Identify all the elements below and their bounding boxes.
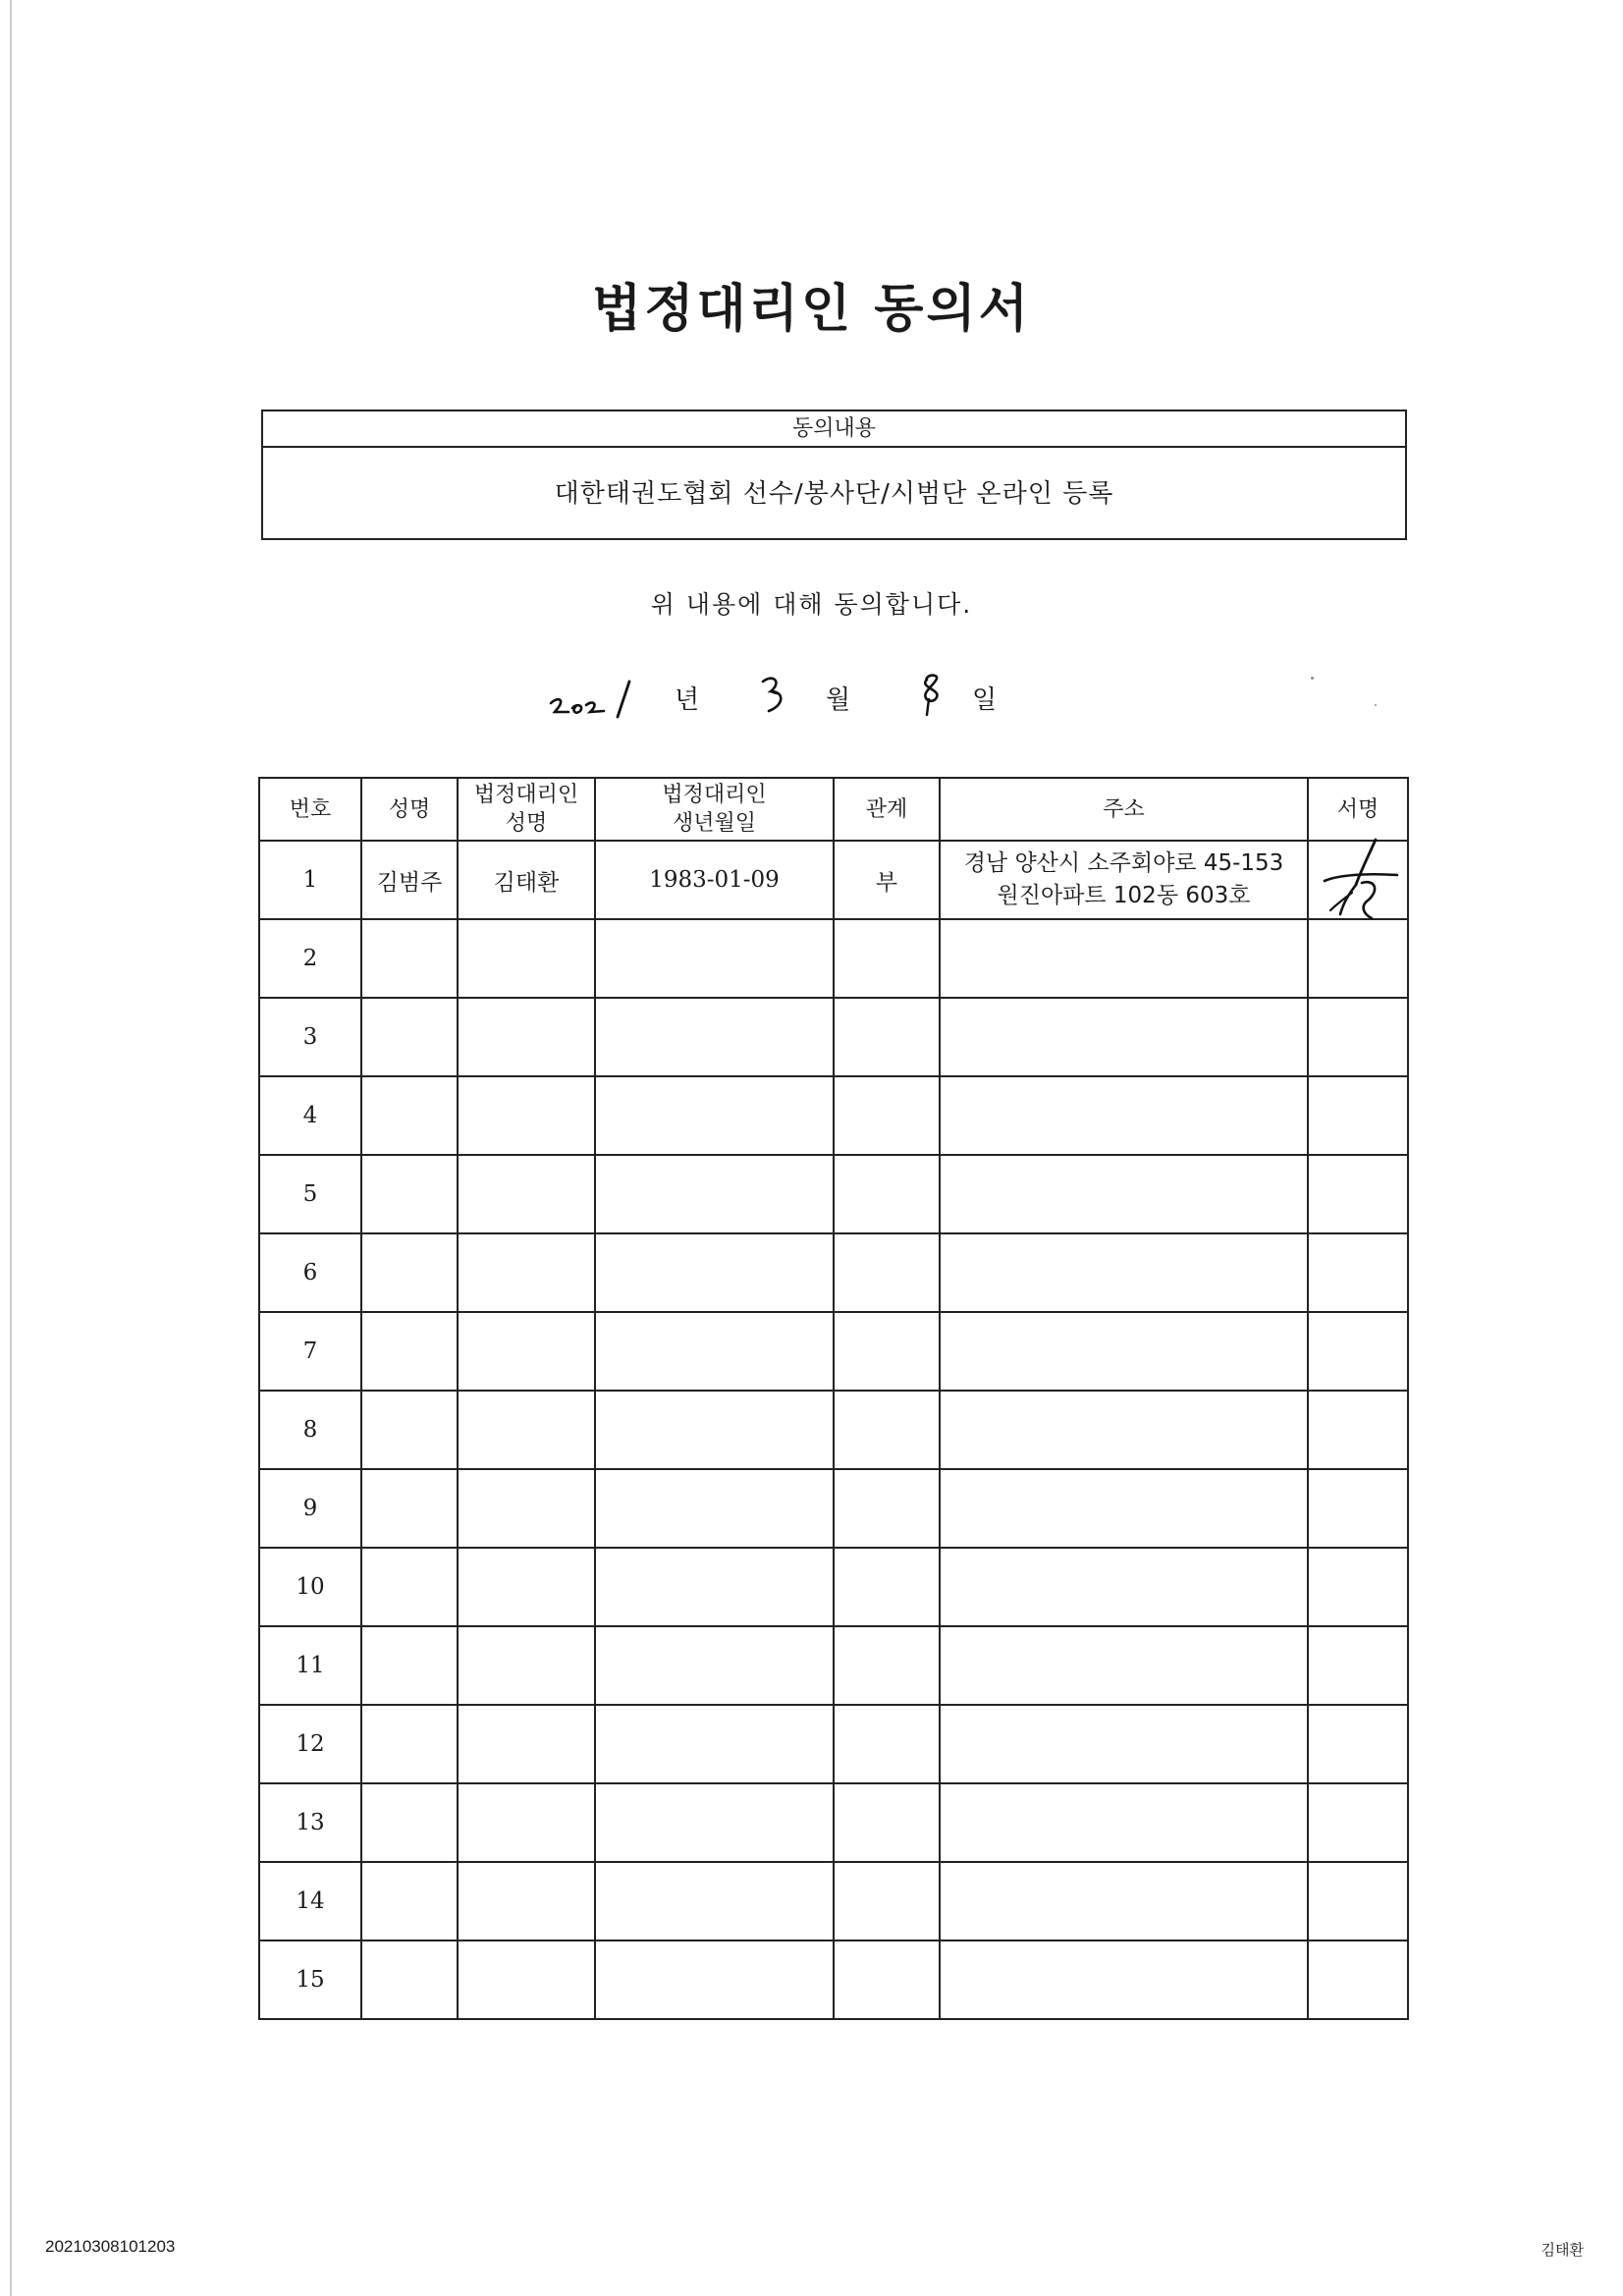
row-guardian-birth (595, 1076, 834, 1155)
day-unit: 일 (972, 685, 998, 715)
row-number: 11 (259, 1626, 361, 1705)
guardian-roster-table (258, 777, 1409, 2020)
row-address (940, 1233, 1308, 1312)
agreement-statement: 위 내용에 대해 동의합니다. (650, 590, 973, 619)
row-address (940, 998, 1308, 1076)
row-guardian-name (458, 1155, 595, 1233)
row-signature (1308, 1783, 1408, 1862)
consent-content: 대한태권도협회 선수/봉사단/시범단 온라인 등록 (554, 479, 1114, 509)
row-address (940, 841, 1308, 919)
row-number: 14 (259, 1862, 361, 1941)
row-guardian-name (458, 1626, 595, 1705)
row-guardian-birth (595, 1705, 834, 1783)
header-guardian-name-line2: 성명 (505, 811, 548, 836)
header-guardian-birth-line1: 법정대리인 (662, 783, 767, 807)
row-guardian-name (458, 1233, 595, 1312)
row-signature (1308, 1862, 1408, 1941)
row-signature (1308, 841, 1408, 919)
row-name (361, 1312, 458, 1391)
table-row (259, 1626, 1408, 1705)
row-guardian-birth: 1983-01-09 (595, 841, 834, 919)
header-relationship: 관계 (834, 778, 940, 841)
row-guardian-name (458, 1391, 595, 1469)
row-number: 8 (259, 1391, 361, 1469)
row-guardian-name (458, 1469, 595, 1548)
row-address (940, 1391, 1308, 1469)
row-guardian-birth (595, 1469, 834, 1548)
header-signature: 서명 (1308, 778, 1408, 841)
row-number: 2 (259, 919, 361, 998)
row-guardian-birth (595, 1548, 834, 1626)
handwritten-day (911, 668, 954, 731)
row-relationship (834, 1076, 940, 1155)
row-guardian-birth (595, 1862, 834, 1941)
date-line (545, 668, 1055, 727)
table-row (259, 1155, 1408, 1233)
row-name (361, 1155, 458, 1233)
row-relationship (834, 1626, 940, 1705)
row-number: 9 (259, 1469, 361, 1548)
uploader-name: 김태환 (1541, 2241, 1584, 2259)
table-row (259, 1548, 1408, 1626)
row-number: 15 (259, 1941, 361, 2019)
row-address-line2: 원진아파트 102동 603호 (997, 883, 1251, 908)
row-number: 12 (259, 1705, 361, 1783)
row-signature (1308, 1469, 1408, 1548)
table-row (259, 841, 1408, 919)
row-number: 6 (259, 1233, 361, 1312)
header-guardian-birth (595, 778, 834, 841)
row-name (361, 1548, 458, 1626)
row-guardian-name (458, 1312, 595, 1391)
header-address: 주소 (940, 778, 1308, 841)
row-number: 4 (259, 1076, 361, 1155)
row-guardian-birth (595, 1233, 834, 1312)
row-address (940, 1705, 1308, 1783)
row-address (940, 1783, 1308, 1862)
row-signature (1308, 1941, 1408, 2019)
row-guardian-name (458, 919, 595, 998)
row-signature (1308, 1312, 1408, 1391)
row-address (940, 1862, 1308, 1941)
row-guardian-birth (595, 1783, 834, 1862)
row-guardian-birth (595, 1155, 834, 1233)
row-name (361, 1076, 458, 1155)
row-address-line1: 경남 양산시 소주회야로 45-153 (963, 850, 1284, 876)
row-relationship (834, 1391, 940, 1469)
handwritten-year (545, 668, 643, 723)
row-signature (1308, 1626, 1408, 1705)
row-signature (1308, 1391, 1408, 1469)
row-name (361, 1233, 458, 1312)
row-name (361, 1783, 458, 1862)
row-number: 13 (259, 1783, 361, 1862)
month-unit: 월 (826, 685, 851, 715)
row-relationship (834, 1862, 940, 1941)
row-relationship (834, 919, 940, 998)
row-number: 5 (259, 1155, 361, 1233)
row-guardian-birth (595, 1391, 834, 1469)
row-relationship: 부 (834, 841, 940, 919)
table-row (259, 1783, 1408, 1862)
table-row (259, 1312, 1408, 1391)
row-guardian-name (458, 998, 595, 1076)
handwritten-month (751, 668, 794, 727)
header-guardian-name-line1: 법정대리인 (473, 783, 579, 807)
handwritten-signature (1317, 836, 1405, 926)
row-number: 10 (259, 1548, 361, 1626)
row-guardian-name (458, 1783, 595, 1862)
row-guardian-name: 김태환 (458, 841, 595, 919)
scan-speck (1375, 704, 1377, 706)
table-row (259, 1705, 1408, 1783)
row-signature (1308, 919, 1408, 998)
row-guardian-name (458, 1862, 595, 1941)
row-name (361, 1626, 458, 1705)
row-signature (1308, 1155, 1408, 1233)
header-guardian-name (458, 778, 595, 841)
row-number: 1 (259, 841, 361, 919)
row-name: 김범주 (361, 841, 458, 919)
document-id: 20210308101203 (45, 2237, 176, 2256)
year-unit: 년 (675, 685, 700, 715)
row-address (940, 1941, 1308, 2019)
row-address (940, 1312, 1308, 1391)
row-relationship (834, 1783, 940, 1862)
row-guardian-birth (595, 1312, 834, 1391)
table-row (259, 1941, 1408, 2019)
row-relationship (834, 1941, 940, 2019)
row-relationship (834, 1705, 940, 1783)
row-name (361, 1469, 458, 1548)
table-row (259, 919, 1408, 998)
header-number: 번호 (259, 778, 361, 841)
table-row (259, 1469, 1408, 1548)
scan-edge-line (10, 0, 12, 2296)
scan-speck (1311, 677, 1314, 680)
row-address (940, 1076, 1308, 1155)
row-guardian-name (458, 1076, 595, 1155)
table-row (259, 1233, 1408, 1312)
row-relationship (834, 1548, 940, 1626)
row-address (940, 1155, 1308, 1233)
row-signature (1308, 1705, 1408, 1783)
row-name (361, 1705, 458, 1783)
row-signature (1308, 1233, 1408, 1312)
row-name (361, 1862, 458, 1941)
row-name (361, 1391, 458, 1469)
consent-box (261, 410, 1407, 540)
row-signature (1308, 998, 1408, 1076)
row-relationship (834, 1233, 940, 1312)
row-relationship (834, 1155, 940, 1233)
row-guardian-birth (595, 1941, 834, 2019)
header-name: 성명 (361, 778, 458, 841)
row-guardian-birth (595, 998, 834, 1076)
header-guardian-birth-line2: 생년월일 (672, 811, 756, 836)
row-guardian-birth (595, 919, 834, 998)
document-title: 법정대리인 동의서 (592, 280, 1031, 339)
row-signature (1308, 1548, 1408, 1626)
row-address (940, 1548, 1308, 1626)
table-header-row (259, 778, 1408, 841)
consent-header: 동의내용 (263, 411, 1405, 448)
row-relationship (834, 1469, 940, 1548)
table-row (259, 1391, 1408, 1469)
row-number: 7 (259, 1312, 361, 1391)
row-guardian-name (458, 1941, 595, 2019)
row-address (940, 919, 1308, 998)
row-address (940, 1626, 1308, 1705)
row-guardian-name (458, 1705, 595, 1783)
row-relationship (834, 998, 940, 1076)
row-guardian-name (458, 1548, 595, 1626)
row-address (940, 1469, 1308, 1548)
row-signature (1308, 1076, 1408, 1155)
row-number: 3 (259, 998, 361, 1076)
row-guardian-birth (595, 1626, 834, 1705)
row-relationship (834, 1312, 940, 1391)
table-row (259, 1076, 1408, 1155)
row-name (361, 998, 458, 1076)
row-name (361, 919, 458, 998)
row-name (361, 1941, 458, 2019)
table-row (259, 1862, 1408, 1941)
table-row (259, 998, 1408, 1076)
